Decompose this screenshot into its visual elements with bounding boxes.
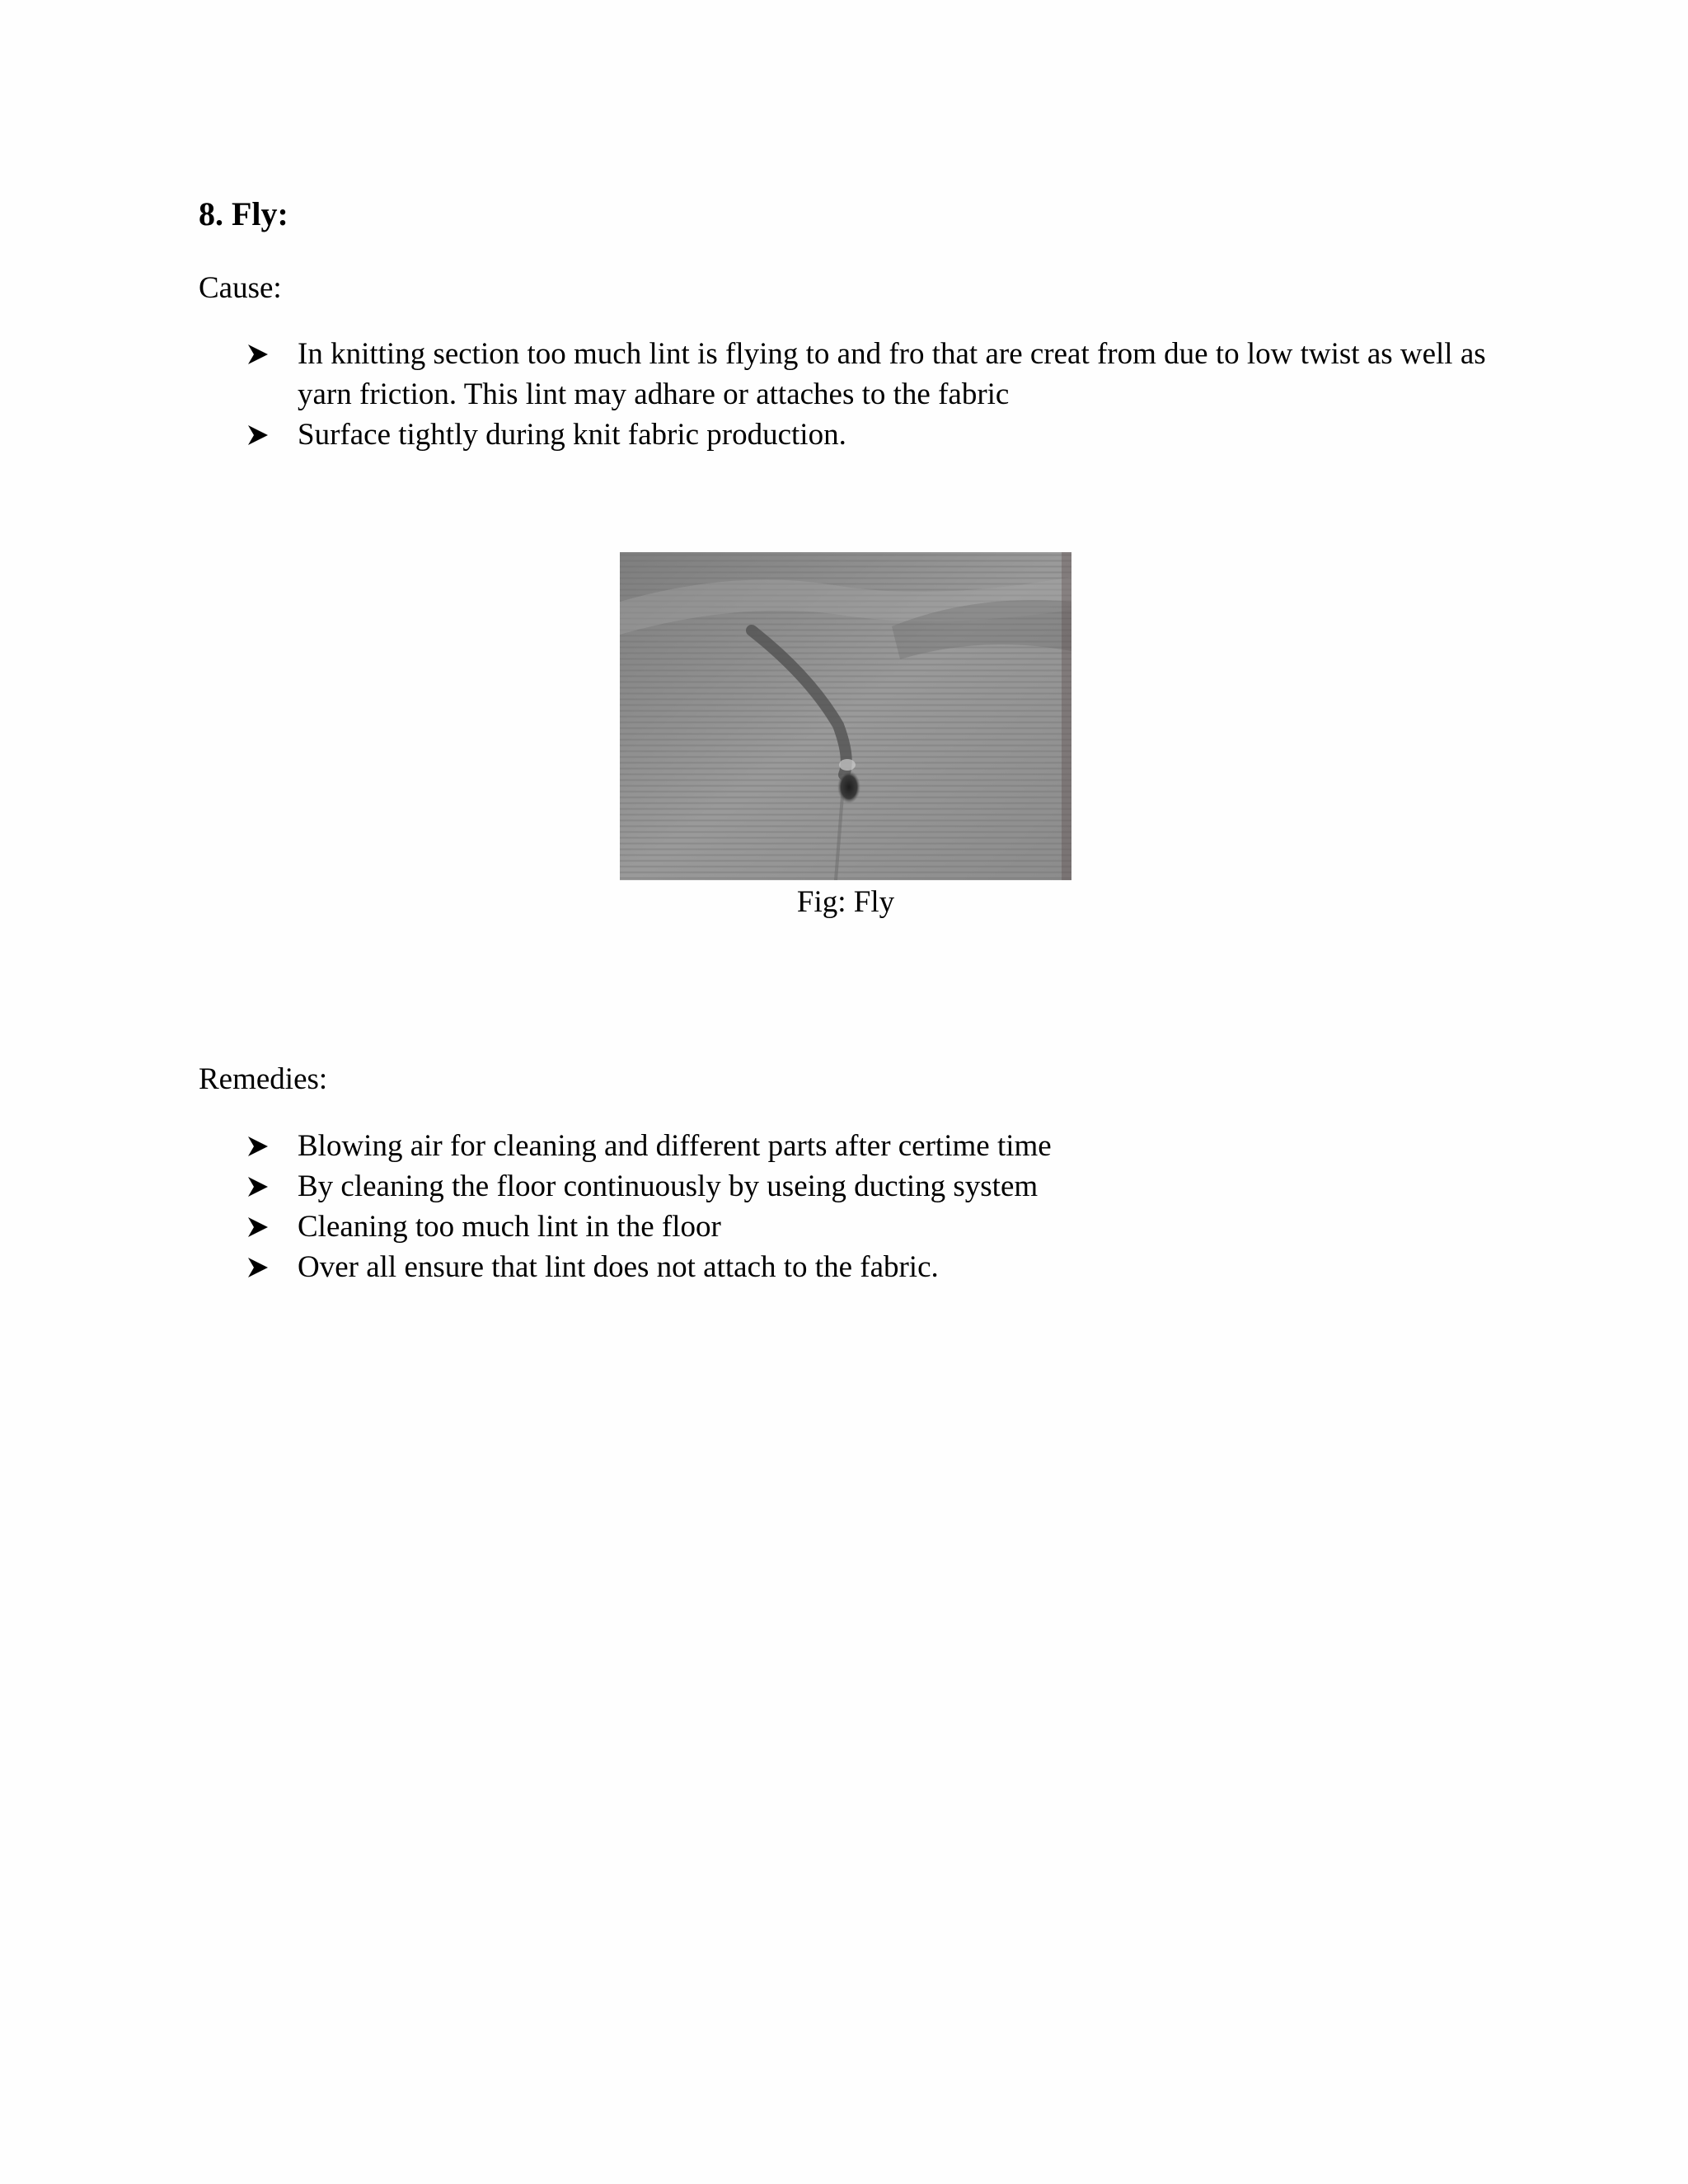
arrowhead-bullet-icon — [247, 424, 269, 446]
remedies-label: Remedies: — [199, 1062, 328, 1096]
cause-list — [247, 334, 1533, 455]
cause-item-text: In knitting section too much lint is flying to and fro that are creat from due to low twist as well as yarn friction. This lint may adhare or attaches to the fabric — [298, 337, 1486, 411]
fabric-fly-defect-photo — [620, 552, 1071, 880]
remedy-item-text: Cleaning too much lint in the floor — [298, 1210, 721, 1244]
remedy-item-text: Over all ensure that lint does not attach to the fabric. — [298, 1250, 939, 1284]
remedies-list — [247, 1126, 1533, 1287]
list-item — [247, 415, 1533, 455]
arrowhead-bullet-icon — [247, 1216, 269, 1238]
list-item — [247, 1247, 1533, 1287]
figure-caption: Fig: Fly — [796, 885, 895, 919]
arrowhead-bullet-icon — [247, 1136, 269, 1157]
list-item — [247, 334, 1533, 415]
remedy-item-text: Blowing air for cleaning and different parts after certime time — [298, 1129, 1052, 1163]
cause-item-text: Surface tightly during knit fabric production. — [298, 418, 846, 452]
section-heading: 8. Fly: — [199, 195, 288, 232]
list-item — [247, 1126, 1533, 1166]
list-item — [247, 1207, 1533, 1247]
arrowhead-bullet-icon — [247, 344, 269, 365]
list-item — [247, 1166, 1533, 1207]
remedy-item-text: By cleaning the floor continuously by useing ducting system — [298, 1169, 1039, 1203]
cause-label: Cause: — [199, 271, 282, 305]
arrowhead-bullet-icon — [247, 1176, 269, 1197]
arrowhead-bullet-icon — [247, 1257, 269, 1278]
